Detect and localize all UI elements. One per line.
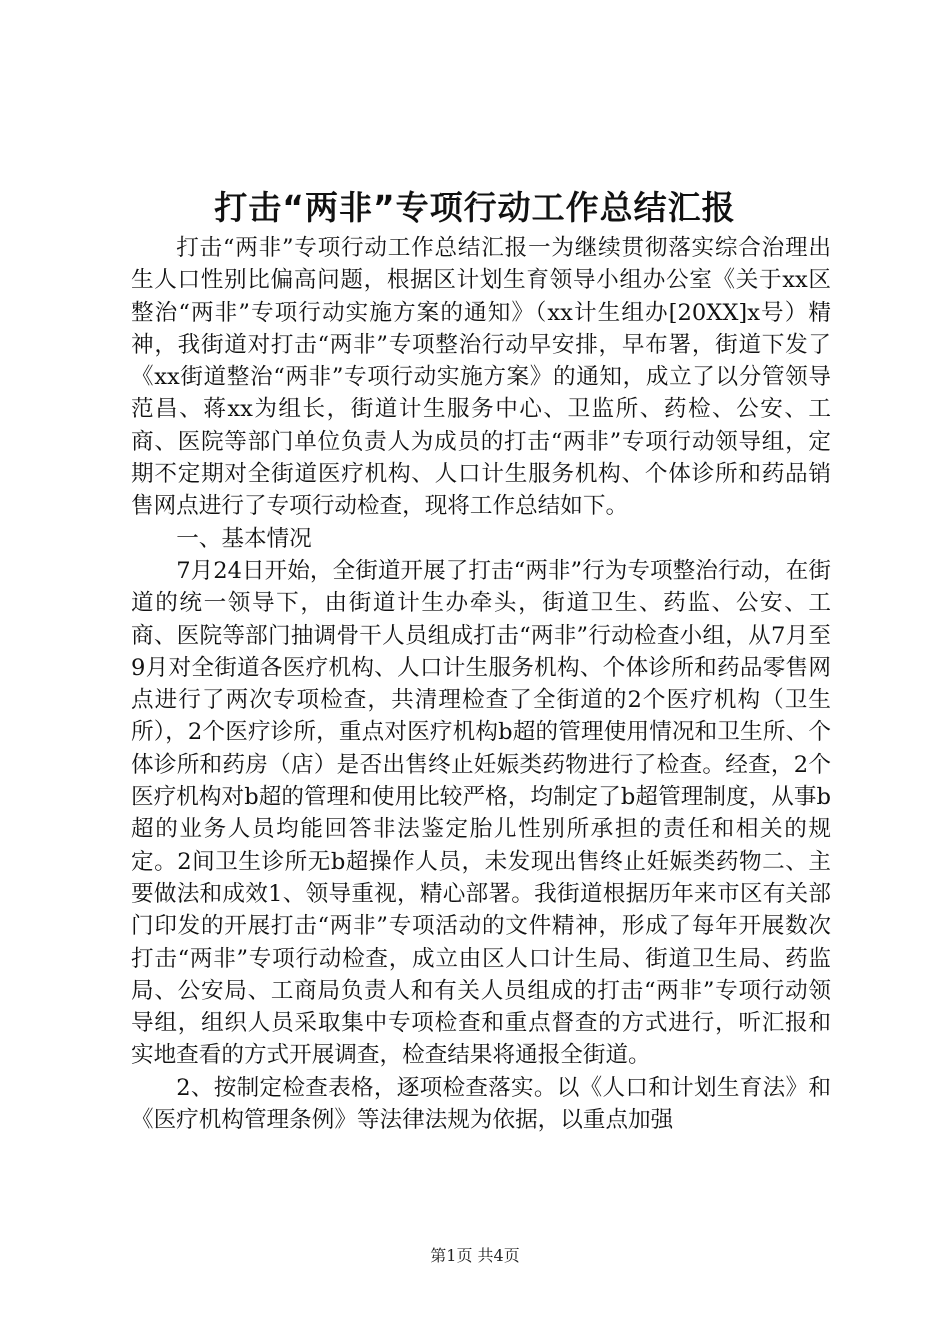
page-number-footer: 第1页 共4页 bbox=[430, 1246, 520, 1265]
document-body bbox=[131, 232, 831, 1136]
document-title: 打击“两非”专项行动工作总结汇报 bbox=[214, 188, 736, 227]
intro-paragraph: 打击“两非”专项行动工作总结汇报一为继续贯彻落实综合治理出生人口性别比偏高问题，根据区计划生育领导小组办公室《关于xx区整治“两非”专项行动实施方案的通知》（xx计生组办[20XX]x号）精神，我街道对打击“两非”专项整治行动早安排，早布署，街道下发了《xx街道整治“两非”专项行动实施方案》的通知，成立了以分管领导范昌、蒋xx为组长，街道计生服务中心、卫监所、药检、公安、工商、医院等部门单位负责人为成员的打击“两非”专项行动领导组，定期不定期对全街道医疗机构、人口计生服务机构、个体诊所和药品销售网点进行了专项行动检查，现将工作总结如下。 bbox=[131, 235, 831, 520]
section-heading-basic-situation: 一、基本情况 bbox=[176, 525, 312, 552]
basic-situation-paragraph: 7月24日开始，全街道开展了打击“两非”行为专项整治行动，在街道的统一领导下，由街道计生办牵头，街道卫生、药监、公安、工商、医院等部门抽调骨干人员组成打击“两非”行动检查小组，从7月至9月对全街道各医疗机构、人口计生服务机构、个体诊所和药品零售网点进行了两次专项检查，共清理检查了全街道的2个医疗机构（卫生所），2个医疗诊所，重点对医疗机构b超的管理使用情况和卫生所、个体诊所和药房（店）是否出售终止妊娠类药物进行了检查。经查，2个医疗机构对b超的管理和使用比较严格，均制定了b超管理制度，从事b超的业务人员均能回答非法鉴定胎儿性别所承担的责任和相关的规定。2间卫生诊所无b超操作人员，未发现出售终止妊娠类药物二、主要做法和成效1、领导重视，精心部署。我街道根据历年来市区有关部门印发的开展打击“两非”专项活动的文件精神，形成了每年开展数次打击“两非”专项行动检查，成立由区人口计生局、街道卫生局、药监局、公安局、工商局负责人和有关人员组成的打击“两非”专项行动领导组，组织人员采取集中专项检查和重点督查的方式进行，听汇报和实地查看的方式开展调查，检查结果将通报全街道。 bbox=[131, 557, 831, 1069]
inspection-paragraph: 2、按制定检查表格，逐项检查落实。以《人口和计划生育法》和《医疗机构管理条例》等法律法规为依据，以重点加强 bbox=[131, 1074, 831, 1134]
